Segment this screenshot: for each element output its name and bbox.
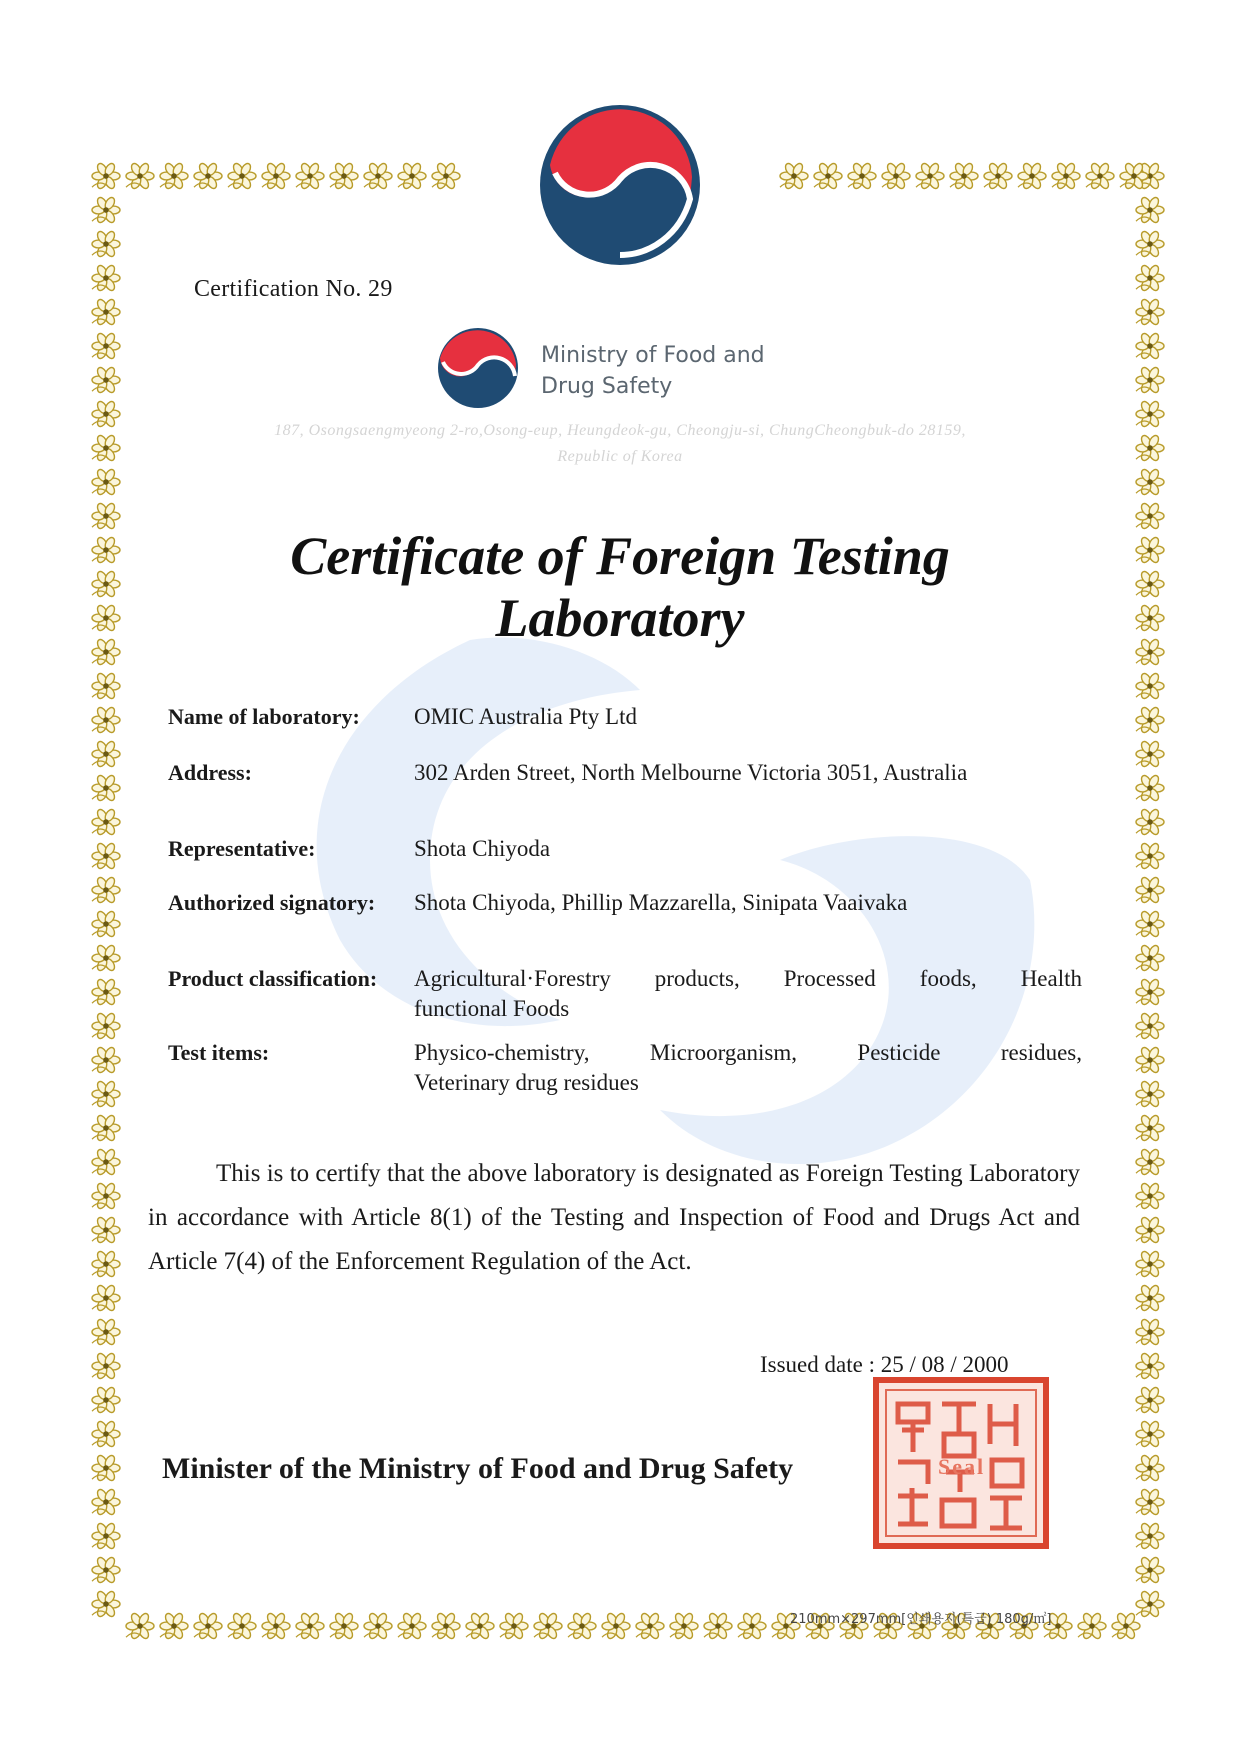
border-flower [92, 1216, 120, 1244]
border-flower [92, 1318, 120, 1346]
value-product-classification-line2: functional Foods [414, 996, 570, 1021]
border-flower [92, 910, 120, 938]
border-flower [1136, 604, 1164, 632]
ministry-logo-icon [432, 322, 524, 414]
border-flower [92, 740, 120, 768]
border-flower [1136, 910, 1164, 938]
border-flower [1078, 1612, 1106, 1640]
border-flower [1136, 808, 1164, 836]
taeguk-emblem-large-icon [530, 95, 710, 275]
border-flower [636, 1612, 664, 1640]
border-flower [92, 808, 120, 836]
label-representative: Representative: [168, 836, 316, 861]
border-flower [1136, 978, 1164, 1006]
border-flower [780, 162, 808, 190]
border-flower [466, 1612, 494, 1640]
border-flower [296, 162, 324, 190]
value-authorized-signatory: Shota Chiyoda, Phillip Mazzarella, Sinipata Vaaivaka [414, 890, 908, 915]
border-flower [92, 672, 120, 700]
border-flower [1136, 570, 1164, 598]
border-flower [1136, 230, 1164, 258]
minister-signature-line: Minister of the Ministry of Food and Drug Safety [162, 1452, 794, 1485]
border-flower [92, 162, 120, 190]
border-flower [92, 570, 120, 598]
border-flower [92, 978, 120, 1006]
border-flower [92, 1454, 120, 1482]
border-flower [160, 162, 188, 190]
border-flower [1136, 1284, 1164, 1312]
border-flower [432, 1612, 460, 1640]
border-flower [160, 1612, 188, 1640]
border-flower [432, 162, 460, 190]
border-flower [882, 162, 910, 190]
border-flower [92, 1080, 120, 1108]
border-flower [398, 1612, 426, 1640]
title-line2: Laboratory [495, 588, 745, 648]
border-flower [126, 1612, 154, 1640]
border-flower [126, 162, 154, 190]
border-flower [92, 1148, 120, 1176]
value-test-items-line2: Veterinary drug residues [414, 1070, 639, 1095]
border-flower [1086, 162, 1114, 190]
ministry-name-line2: Drug Safety [541, 374, 673, 399]
border-flower [1136, 1488, 1164, 1516]
border-flower [92, 944, 120, 972]
border-flower [92, 1352, 120, 1380]
border-flower [1136, 1046, 1164, 1074]
border-flower [1136, 196, 1164, 224]
border-flower [1136, 706, 1164, 734]
border-flower [1136, 1454, 1164, 1482]
border-flower [1136, 1590, 1164, 1618]
border-flower [1136, 1148, 1164, 1176]
border-flower [262, 1612, 290, 1640]
seal-label: Seal [938, 1454, 986, 1479]
certification-statement [148, 1152, 1080, 1284]
border-flower [92, 1284, 120, 1312]
border-flower [92, 468, 120, 496]
border-flower [1136, 638, 1164, 666]
border-flower [848, 162, 876, 190]
ministry-address-line1: 187, Osongsaengmyeong 2-ro,Osong-eup, Heungdeok-gu, Cheongju-si, ChungCheongbuk-do 28159, [274, 422, 966, 439]
border-flower [500, 1612, 528, 1640]
border-flower [1136, 1080, 1164, 1108]
border-flower [1136, 366, 1164, 394]
label-authorized-signatory: Authorized signatory: [168, 890, 376, 915]
border-flower [92, 876, 120, 904]
ministry-name-line1: Ministry of Food and [541, 343, 765, 368]
border-flower [92, 1522, 120, 1550]
border-flower [92, 604, 120, 632]
border-flower [92, 1420, 120, 1448]
border-flower [364, 1612, 392, 1640]
border-flower [1136, 876, 1164, 904]
border-flower [916, 162, 944, 190]
border-flower [1136, 1386, 1164, 1414]
border-flower [92, 774, 120, 802]
label-test-items: Test items: [168, 1040, 270, 1065]
border-flower [92, 332, 120, 360]
border-flower [1136, 944, 1164, 972]
border-flower [1136, 400, 1164, 428]
border-flower [92, 1556, 120, 1584]
border-flower [92, 230, 120, 258]
border-flower [92, 1250, 120, 1278]
value-address: 302 Arden Street, North Melbourne Victoria 3051, Australia [414, 760, 968, 785]
border-flower [92, 1590, 120, 1618]
ministry-address-line2: Republic of Korea [557, 448, 683, 465]
label-laboratory-name: Name of laboratory: [168, 704, 360, 729]
border-flower [92, 1386, 120, 1414]
border-flower [814, 162, 842, 190]
border-flower [1136, 842, 1164, 870]
border-flower [92, 1012, 120, 1040]
border-flower [534, 1612, 562, 1640]
border-flower [1136, 298, 1164, 326]
border-flower [1018, 162, 1046, 190]
border-flower [92, 502, 120, 530]
issued-date: Issued date : 25 / 08 / 2000 [760, 1352, 1009, 1377]
border-flower [194, 1612, 222, 1640]
border-flower [1136, 740, 1164, 768]
border-flower [228, 1612, 256, 1640]
border-flower [1136, 774, 1164, 802]
border-flower [92, 434, 120, 462]
border-flower [92, 366, 120, 394]
border-flower [92, 1488, 120, 1516]
border-flower [364, 162, 392, 190]
border-flower [1136, 1114, 1164, 1142]
border-flower [1136, 1522, 1164, 1550]
ministry-name [541, 340, 765, 402]
border-flower [738, 1612, 766, 1640]
border-flower [1136, 1420, 1164, 1448]
border-flower [1112, 1612, 1140, 1640]
border-flower [1136, 332, 1164, 360]
border-flower [950, 162, 978, 190]
border-flower [92, 298, 120, 326]
border-flower [568, 1612, 596, 1640]
paper-specification: 210mm×297mm[인쇄용지(특급) 180g/㎡] [790, 1612, 1052, 1627]
border-flower [228, 162, 256, 190]
border-flower [398, 162, 426, 190]
border-flower [330, 1612, 358, 1640]
border-flower [92, 264, 120, 292]
border-flower [670, 1612, 698, 1640]
border-flower [330, 162, 358, 190]
value-product-classification-line1: Agricultural·Forestry products, Processed foods, Health [414, 966, 1082, 991]
border-flower [92, 1114, 120, 1142]
certification-statement-text: This is to certify that the above laboratory is designated as Foreign Testing Laboratory in accordance with Article 8(1) of the Testing and Inspection of Food and Drugs Act and Article 7(4) of the Enforcement Regulation of the Act. [148, 1160, 1080, 1275]
border-flower [1136, 1352, 1164, 1380]
ministry-address [170, 418, 1070, 470]
border-flower [1136, 434, 1164, 462]
border-flower [602, 1612, 630, 1640]
border-flower [296, 1612, 324, 1640]
border-flower [194, 162, 222, 190]
certification-number: Certification No. 29 [194, 276, 393, 302]
border-flower [92, 196, 120, 224]
border-flower [1052, 162, 1080, 190]
border-flower [1136, 1216, 1164, 1244]
border-flower [1136, 1182, 1164, 1210]
border-flower [1136, 1012, 1164, 1040]
border-flower [1136, 1318, 1164, 1346]
title-line1: Certificate of Foreign Testing [290, 526, 950, 586]
border-flower [704, 1612, 732, 1640]
border-flower [92, 638, 120, 666]
value-representative: Shota Chiyoda [414, 836, 551, 861]
label-address: Address: [168, 760, 252, 785]
label-product-classification: Product classification: [168, 966, 378, 991]
border-flower [1136, 536, 1164, 564]
border-flower [92, 1182, 120, 1210]
border-flower [1136, 468, 1164, 496]
border-flower [984, 162, 1012, 190]
border-flower [262, 162, 290, 190]
border-flower [1136, 672, 1164, 700]
border-flower [92, 400, 120, 428]
border-flower [92, 706, 120, 734]
border-flower [92, 1046, 120, 1074]
value-laboratory-name: OMIC Australia Pty Ltd [414, 704, 637, 729]
border-flower [1136, 1250, 1164, 1278]
border-flower [1136, 264, 1164, 292]
border-flower [92, 842, 120, 870]
border-flower [1136, 502, 1164, 530]
page-title [180, 525, 1060, 649]
border-flower [92, 536, 120, 564]
border-flower [1136, 1556, 1164, 1584]
value-test-items-line1: Physico-chemistry, Microorganism, Pesticide residues, [414, 1040, 1082, 1065]
